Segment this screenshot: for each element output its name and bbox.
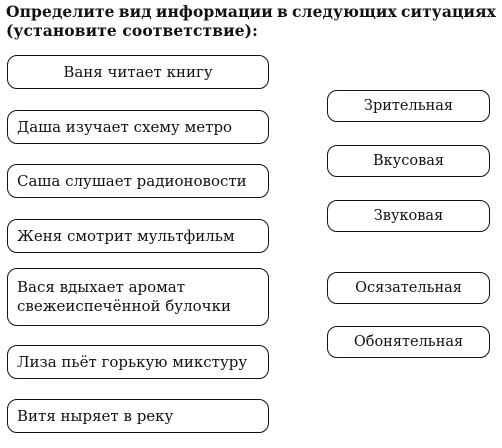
situation-text <box>17 278 231 316</box>
title-word: информации <box>155 2 273 21</box>
situation-card-2[interactable] <box>7 110 269 144</box>
situation-card-4[interactable] <box>7 219 269 253</box>
situation-text-line: Вася вдыхает аромат <box>17 278 186 296</box>
info-type-card-1[interactable] <box>327 90 490 122</box>
situation-text: Лиза пьёт горькую микстуру <box>17 352 248 371</box>
situation-card-1[interactable] <box>7 55 269 89</box>
situation-card-5[interactable] <box>7 268 269 326</box>
situation-card-6[interactable] <box>7 345 269 379</box>
title-word: ситуациях <box>400 2 496 21</box>
info-type-card-3[interactable] <box>327 200 490 232</box>
info-type-card-5[interactable] <box>327 326 490 358</box>
info-type-label: Звуковая <box>373 207 444 224</box>
situation-text-line: свежеиспечённой булочки <box>17 297 231 315</box>
task-title <box>6 2 496 40</box>
title-word: следующих <box>292 2 397 21</box>
info-type-label: Вкусовая <box>372 152 445 169</box>
situation-card-3[interactable] <box>7 164 269 198</box>
situation-text: Ваня читает книгу <box>63 62 213 81</box>
title-word: в <box>276 2 288 21</box>
situation-text: Витя ныряет в реку <box>17 406 174 425</box>
situation-text: Женя смотрит мультфильм <box>17 226 235 245</box>
title-line-2: (установите соответствие): <box>6 21 258 40</box>
situation-text: Саша слушает радионовости <box>17 171 247 190</box>
info-type-label: Зрительная <box>363 97 454 114</box>
info-type-label: Обонятельная <box>353 333 464 350</box>
info-type-card-2[interactable] <box>327 145 490 177</box>
title-line-1 <box>6 2 496 21</box>
title-word: вид <box>118 2 152 21</box>
info-type-card-4[interactable] <box>327 272 490 304</box>
situation-text: Даша изучает схему метро <box>17 117 233 136</box>
info-type-label: Осязательная <box>355 279 462 296</box>
title-word: Определите <box>6 2 115 21</box>
situation-card-7[interactable] <box>7 399 269 433</box>
